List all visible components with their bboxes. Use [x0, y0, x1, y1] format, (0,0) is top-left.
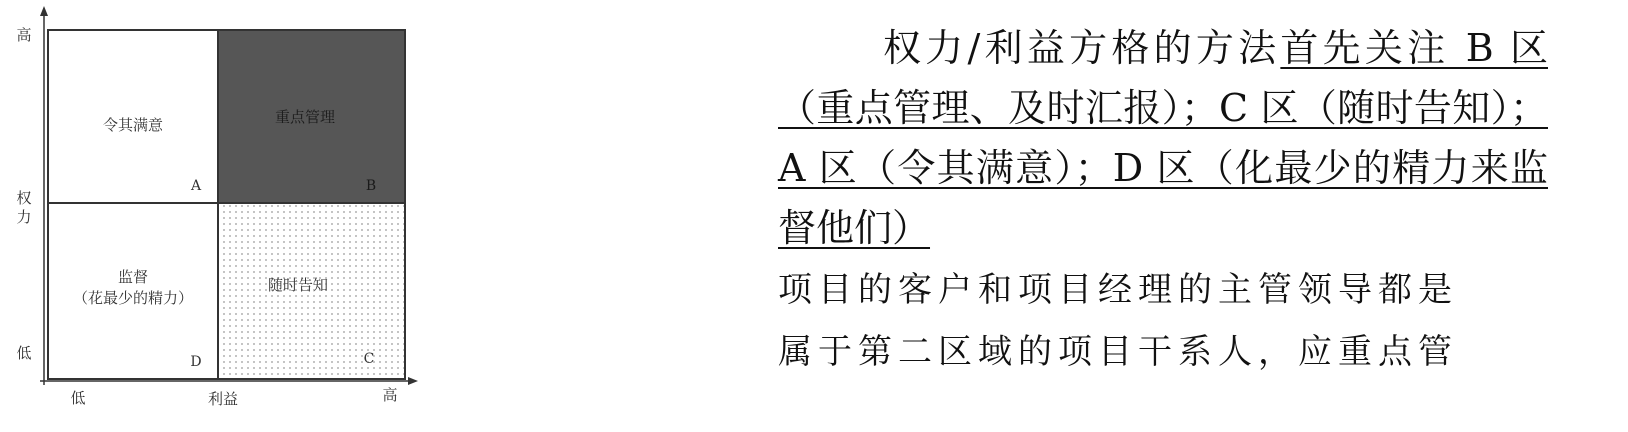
quadrant-b-letter: B [365, 178, 377, 194]
x-axis-title: 利益 [207, 390, 239, 408]
x-axis-low-label: 低 [70, 389, 86, 407]
quadrant-a-label: 令其满意 [102, 116, 164, 134]
quadrant-a-letter: A [190, 178, 202, 194]
body-line-2: 属于第二区域的项目干系人，应重点管 [778, 332, 1458, 372]
quadrant-d-label-line2: （花最少的精力） [72, 289, 194, 307]
y-axis-high-label: 高 [16, 26, 32, 44]
priority-paragraph [778, 18, 1548, 258]
priority-underlined-text: 首先关注 B 区（重点管理、及时汇报）；C 区（随时告知）；A 区（令其满意）；D 区（化最少的精力来监督他们） [778, 26, 1548, 250]
y-axis-title-char-2: 力 [16, 208, 32, 226]
y-axis-low-label: 低 [16, 344, 32, 362]
quadrant-b-label: 重点管理 [274, 108, 336, 126]
quadrant-d-label-line1: 监督 [117, 268, 149, 286]
intro-text: 权力/利益方格的方法 [883, 26, 1281, 70]
quadrant-c-letter: C [363, 351, 375, 367]
x-axis-high-label: 高 [382, 386, 398, 404]
y-axis-title-char-1: 权 [16, 189, 32, 207]
quadrant-d-letter: D [190, 354, 202, 370]
explanation-panel [778, 18, 1548, 382]
y-axis-arrow [40, 6, 48, 16]
x-axis-arrow [408, 377, 418, 385]
body-line-1: 项目的客户和项目经理的主管领导都是 [778, 270, 1458, 310]
quadrant-c-label: 随时告知 [267, 276, 329, 294]
power-interest-grid [0, 0, 760, 432]
